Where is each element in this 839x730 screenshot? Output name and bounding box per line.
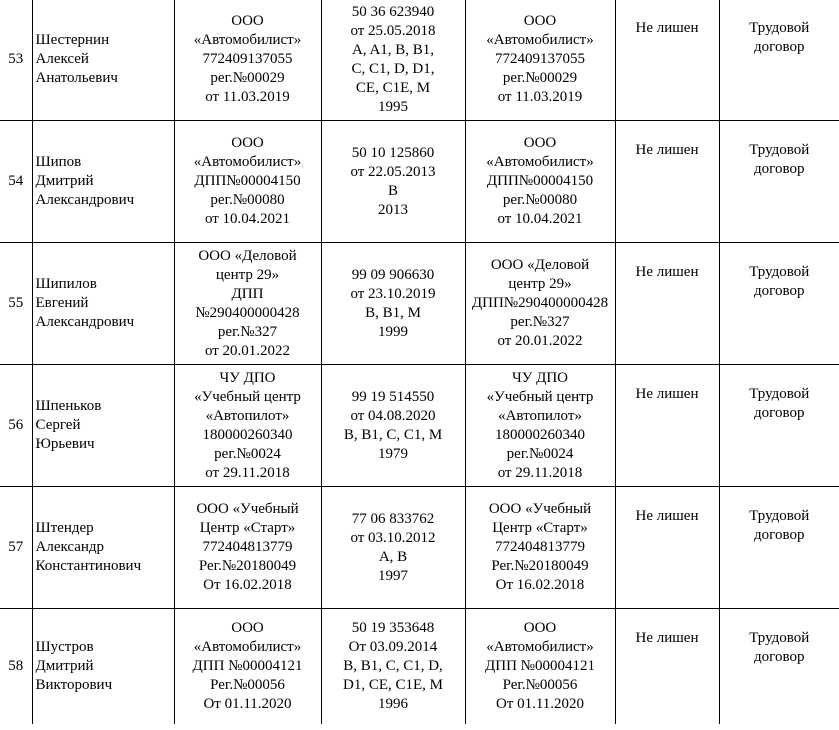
driver-license-line: 50 19 353648 xyxy=(351,619,435,636)
training-organization-line: ЧУ ДПО xyxy=(219,369,276,386)
qualification-organization-line: ДПП №00004121 xyxy=(485,657,595,674)
employment-type-cell xyxy=(719,121,839,243)
employment-type-line: договор xyxy=(754,161,805,177)
employment-type-line: договор xyxy=(754,405,805,421)
license-status-cell xyxy=(615,487,719,609)
table-row xyxy=(0,0,839,121)
driver-name-line: Шпеньков xyxy=(35,398,102,414)
qualification-organization-line: ООО «Учебный xyxy=(488,501,592,517)
training-organization-line: от 10.04.2021 xyxy=(204,211,291,227)
qualification-organization-line: «Автомобилист» xyxy=(486,638,594,655)
employment-type-line: Трудовой xyxy=(749,386,810,402)
driver-license-line: D1, CE, C1E, M xyxy=(342,676,443,693)
row-number-cell xyxy=(0,365,32,487)
qualification-organization-line: рег.№00029 xyxy=(502,70,578,86)
training-organization-line: ООО xyxy=(231,619,264,636)
row-number-cell xyxy=(0,121,32,243)
driver-name-line: Шестернин xyxy=(35,32,110,48)
training-organization-line: ДПП №00004121 xyxy=(192,657,303,674)
driver-license-line: CE, C1E, M xyxy=(355,79,431,96)
employment-type-cell xyxy=(719,487,839,609)
employment-type-line: Трудовой xyxy=(749,508,810,524)
driver-license-line: 50 10 125860 xyxy=(351,144,435,161)
table-row xyxy=(0,121,839,243)
training-organization-cell xyxy=(174,487,321,609)
row-number: 56 xyxy=(8,417,24,433)
driver-license-cell xyxy=(321,121,465,243)
driver-name-line: Сергей xyxy=(35,417,81,433)
driver-license-line: B xyxy=(387,182,398,199)
employment-type-cell xyxy=(719,0,839,121)
qualification-organization-line: ДПП№00004150 xyxy=(486,173,594,189)
driver-license-line: 99 19 514550 xyxy=(351,388,435,405)
qualification-organization-line: ООО xyxy=(523,619,557,636)
driver-license-line: от 23.10.2019 xyxy=(350,285,436,302)
training-organization-line: 772404813779 xyxy=(202,539,293,555)
training-organization-line: ДПП№00004150 xyxy=(194,173,301,189)
qualification-organization-line: Рег.№20180049 xyxy=(491,558,589,574)
driver-name-cell xyxy=(32,0,174,121)
table-row xyxy=(0,609,839,724)
training-organization-line: «Учебный центр xyxy=(194,388,301,405)
driver-license-line: 2013 xyxy=(378,201,408,218)
driver-name-line: Дмитрий xyxy=(35,657,94,674)
row-number: 57 xyxy=(8,539,24,555)
driver-name-line: Евгений xyxy=(35,295,89,311)
training-organization-line: от 29.11.2018 xyxy=(205,464,290,481)
training-organization-line: ДПП xyxy=(231,285,264,302)
driver-name-line: Дмитрий xyxy=(35,173,94,189)
driver-name-line: Александр xyxy=(35,539,105,555)
training-organization-line: ООО «Деловой xyxy=(198,247,297,264)
driver-license-line: от 25.05.2018 xyxy=(350,22,436,39)
employment-type-line: договор xyxy=(754,283,805,299)
license-status-cell xyxy=(615,365,719,487)
employment-type-cell xyxy=(719,243,839,365)
driver-name-cell xyxy=(32,121,174,243)
driver-name-line: Константинович xyxy=(35,558,142,574)
license-status: Не лишен xyxy=(635,142,699,158)
driver-license-cell xyxy=(321,609,465,724)
driver-license-line: B, B1, C, C1, M xyxy=(343,426,443,443)
license-status: Не лишен xyxy=(635,264,699,280)
driver-license-cell xyxy=(321,365,465,487)
training-organization-line: «Автомобилист» xyxy=(193,32,302,48)
driver-license-cell xyxy=(321,0,465,121)
driver-license-line: 77 06 833762 xyxy=(351,510,435,527)
driver-name-line: Александрович xyxy=(35,192,135,208)
training-organization-cell xyxy=(174,365,321,487)
training-organization-line: рег.№00029 xyxy=(210,70,285,86)
qualification-organization-line: центр 29» xyxy=(508,276,572,292)
table-row xyxy=(0,243,839,365)
qualification-organization-line: 180000260340 xyxy=(495,426,585,443)
qualification-organization-line: от 10.04.2021 xyxy=(497,211,583,227)
training-organization-line: ООО xyxy=(231,13,264,29)
qualification-organization-line: от 11.03.2019 xyxy=(497,89,583,105)
employment-type-line: договор xyxy=(754,649,805,665)
license-status-cell xyxy=(615,243,719,365)
training-organization-line: 180000260340 xyxy=(202,426,293,443)
driver-name-line: Шипов xyxy=(35,154,82,170)
qualification-organization-line: «Учебный центр xyxy=(486,388,594,405)
qualification-organization-line: рег.№0024 xyxy=(506,445,574,462)
driver-license-line: 1997 xyxy=(378,567,408,584)
employment-type-cell xyxy=(719,609,839,724)
license-status: Не лишен xyxy=(635,386,699,402)
driver-license-line: 99 09 906630 xyxy=(351,266,435,283)
license-status: Не лишен xyxy=(635,508,699,524)
driver-license-line: от 04.08.2020 xyxy=(350,407,436,424)
training-organization-line: центр 29» xyxy=(215,266,280,283)
driver-name-line: Алексей xyxy=(35,51,89,67)
training-organization-line: №290400000428 xyxy=(195,304,300,321)
driver-name-line: Шустров xyxy=(35,638,94,655)
driver-name-line: Александрович xyxy=(35,314,135,330)
license-status-cell xyxy=(615,609,719,724)
qualification-organization-line: 772409137055 xyxy=(495,51,585,67)
driver-license-line: C, C1, D, D1, xyxy=(351,60,435,77)
license-status-cell xyxy=(615,0,719,121)
qualification-organization-line: Центр «Старт» xyxy=(492,520,588,536)
training-organization-line: ООО «Учебный xyxy=(196,501,299,517)
training-organization-cell xyxy=(174,243,321,365)
qualification-organization-line: рег.№00080 xyxy=(502,192,578,208)
driver-license-line: 1996 xyxy=(378,695,408,712)
training-organization-line: рег.№00080 xyxy=(210,192,285,208)
training-organization-line: рег.№327 xyxy=(217,323,278,340)
qualification-organization-cell xyxy=(465,0,615,121)
qualification-organization-cell xyxy=(465,243,615,365)
driver-name-line: Шипилов xyxy=(35,276,97,292)
qualification-organization-line: ООО xyxy=(523,13,557,29)
qualification-organization-line: От 16.02.2018 xyxy=(495,577,585,593)
qualification-organization-cell xyxy=(465,365,615,487)
driver-name-line: Анатольевич xyxy=(35,70,118,86)
training-organization-line: «Автопилот» xyxy=(205,407,290,424)
qualification-organization-cell xyxy=(465,487,615,609)
employment-type-line: договор xyxy=(754,527,805,543)
row-number: 54 xyxy=(8,173,24,189)
driver-license-line: 1995 xyxy=(378,98,408,115)
driver-license-line: от 03.10.2012 xyxy=(350,529,436,546)
qualification-organization-line: от 20.01.2022 xyxy=(497,333,583,349)
license-status: Не лишен xyxy=(635,20,699,36)
table-row xyxy=(0,487,839,609)
qualification-organization-line: 772404813779 xyxy=(495,539,585,555)
row-number: 58 xyxy=(8,657,24,674)
driver-license-line: От 03.09.2014 xyxy=(348,638,438,655)
qualification-organization-line: «Автопилот» xyxy=(498,407,582,424)
driver-name-line: Юрьевич xyxy=(35,436,95,452)
row-number-cell xyxy=(0,243,32,365)
training-organization-cell xyxy=(174,0,321,121)
license-status: Не лишен xyxy=(635,630,699,646)
driver-license-cell xyxy=(321,487,465,609)
employment-type-line: Трудовой xyxy=(749,142,810,158)
driver-name-line: Викторович xyxy=(35,676,113,693)
driver-name-line: Штендер xyxy=(35,520,94,536)
row-number-cell xyxy=(0,487,32,609)
table-row xyxy=(0,365,839,487)
qualification-organization-line: от 29.11.2018 xyxy=(497,464,583,481)
employment-type-line: Трудовой xyxy=(749,20,810,36)
employment-type-line: договор xyxy=(754,39,805,55)
driver-license-line: B, B1, C, C1, D, xyxy=(343,657,443,674)
driver-license-line: A, A1, B, B1, xyxy=(351,41,435,58)
employment-type-line: Трудовой xyxy=(749,630,810,646)
training-organization-line: 772409137055 xyxy=(202,51,293,67)
employment-type-cell xyxy=(719,365,839,487)
training-organization-cell xyxy=(174,609,321,724)
qualification-organization-cell xyxy=(465,121,615,243)
driver-name-cell xyxy=(32,609,174,724)
qualification-organization-line: «Автомобилист» xyxy=(486,32,594,48)
row-number: 55 xyxy=(8,295,24,311)
qualification-organization-line: От 01.11.2020 xyxy=(495,695,585,712)
license-status-cell xyxy=(615,121,719,243)
training-organization-line: Рег.№00056 xyxy=(210,676,285,693)
training-organization-cell xyxy=(174,121,321,243)
qualification-organization-line: Рег.№00056 xyxy=(502,676,578,693)
driver-license-line: B, B1, M xyxy=(365,304,421,321)
training-organization-line: «Автомобилист» xyxy=(193,638,302,655)
training-organization-line: Рег.№20180049 xyxy=(198,558,297,574)
qualification-organization-line: ООО «Деловой xyxy=(490,257,590,273)
driver-license-line: A, B xyxy=(378,548,408,565)
qualification-organization-line: «Автомобилист» xyxy=(486,154,594,170)
training-organization-line: рег.№0024 xyxy=(214,445,281,462)
training-organization-line: ООО xyxy=(231,135,264,151)
qualification-organization-line: рег.№327 xyxy=(510,314,570,330)
training-organization-line: «Автомобилист» xyxy=(193,154,302,170)
training-organization-line: От 01.11.2020 xyxy=(203,695,292,712)
row-number-cell xyxy=(0,0,32,121)
training-organization-line: от 20.01.2022 xyxy=(204,342,291,359)
qualification-organization-cell xyxy=(465,609,615,724)
driver-license-line: 50 36 623940 xyxy=(351,3,435,20)
driver-license-line: от 22.05.2013 xyxy=(350,163,436,180)
driver-name-cell xyxy=(32,243,174,365)
training-organization-line: От 16.02.2018 xyxy=(203,577,292,593)
row-number-cell xyxy=(0,609,32,724)
employment-type-line: Трудовой xyxy=(749,264,810,280)
driver-license-line: 1979 xyxy=(378,445,408,462)
driver-license-line: 1999 xyxy=(378,323,408,340)
driver-license-cell xyxy=(321,243,465,365)
qualification-organization-line: ЧУ ДПО xyxy=(511,369,568,386)
driver-name-cell xyxy=(32,487,174,609)
qualification-organization-line: ДПП№290400000428 xyxy=(471,295,609,311)
training-organization-line: от 11.03.2019 xyxy=(205,89,290,105)
row-number: 53 xyxy=(8,51,24,67)
training-organization-line: Центр «Старт» xyxy=(199,520,296,536)
driver-name-cell xyxy=(32,365,174,487)
qualification-organization-line: ООО xyxy=(523,135,557,151)
